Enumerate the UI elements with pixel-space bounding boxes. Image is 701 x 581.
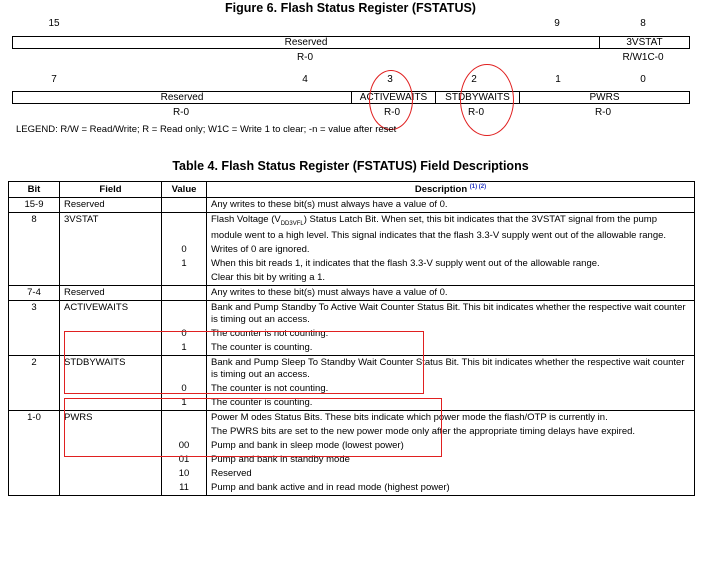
pwrs-field: PWRS — [519, 92, 689, 103]
table-header-row — [9, 182, 695, 198]
cell-description: Power M odes Status Bits. These bits indicate which power mode the flash/OTP is currently in. — [207, 410, 695, 425]
cell-value: 1 — [162, 396, 207, 411]
bit-number-0: 0 — [640, 74, 646, 85]
table-row — [9, 243, 695, 257]
cell-value: 01 — [162, 453, 207, 467]
cell-bit — [9, 257, 60, 271]
annotation-ellipse-bit2 — [460, 64, 514, 136]
cell-value — [162, 213, 207, 243]
cell-field: Reserved — [60, 285, 162, 300]
desc-subscript: DD3VFL — [280, 220, 304, 227]
stdbywaits-access: R-0 — [467, 107, 485, 118]
desc-text-post: ) Status Latch Bit. When set, this bit indicates that the 3VSTAT signal from the pump module went to a high level. This signal indicates that the flash 3.3-V supply went out of the allowable range. — [211, 214, 667, 241]
cell-description: The counter is not counting. — [207, 382, 695, 396]
table-row — [9, 285, 695, 300]
cell-field — [60, 271, 162, 286]
header-description — [207, 182, 695, 198]
cell-description: The counter is counting. — [207, 396, 695, 411]
header-description-footnotes: (1) (2) — [469, 183, 487, 190]
cell-field: 3VSTAT — [60, 213, 162, 243]
table-row — [9, 467, 695, 481]
cell-bit — [9, 396, 60, 411]
cell-value: 1 — [162, 257, 207, 271]
table-row — [9, 271, 695, 286]
stdbywaits-field: STDBYWAITS — [435, 92, 519, 103]
cell-bit — [9, 467, 60, 481]
header-value: Value — [162, 182, 207, 198]
vstat-access: R/W1C-0 — [622, 52, 664, 63]
cell-value — [162, 198, 207, 213]
cell-bit — [9, 271, 60, 286]
cell-value — [162, 285, 207, 300]
upper-reserved-field: Reserved — [284, 37, 328, 48]
cell-bit: 8 — [9, 213, 60, 243]
vstat-field: 3VSTAT — [599, 37, 689, 48]
cell-description: Pump and bank in standby mode — [207, 453, 695, 467]
cell-description: Clear this bit by writing a 1. — [207, 271, 695, 286]
activewaits-access: R-0 — [383, 107, 401, 118]
bit-number-4: 4 — [302, 74, 308, 85]
cell-bit — [9, 425, 60, 439]
cell-value — [162, 300, 207, 327]
activewaits-field: ACTIVEWAITS — [351, 92, 435, 103]
bit-number-7: 7 — [51, 74, 57, 85]
header-bit: Bit — [9, 182, 60, 198]
cell-bit — [9, 341, 60, 356]
cell-description: Pump and bank active and in read mode (highest power) — [207, 481, 695, 496]
cell-bit: 1-0 — [9, 410, 60, 425]
annotation-rect-stdbywaits — [64, 398, 442, 457]
cell-value: 00 — [162, 439, 207, 453]
header-field: Field — [60, 182, 162, 198]
cell-value: 11 — [162, 481, 207, 496]
cell-description: Pump and bank in sleep mode (lowest power) — [207, 439, 695, 453]
cell-value: 0 — [162, 243, 207, 257]
bit-number-9: 9 — [554, 18, 560, 29]
cell-bit: 7-4 — [9, 285, 60, 300]
cell-field — [60, 243, 162, 257]
cell-field: PWRS — [60, 410, 162, 425]
cell-field — [60, 257, 162, 271]
cell-bit: 15-9 — [9, 198, 60, 213]
cell-field: Reserved — [60, 198, 162, 213]
cell-bit — [9, 453, 60, 467]
cell-bit — [9, 243, 60, 257]
table-row — [9, 257, 695, 271]
cell-value: 1 — [162, 341, 207, 356]
table-row — [9, 300, 695, 327]
cell-description: Writes of 0 are ignored. — [207, 243, 695, 257]
cell-field — [60, 467, 162, 481]
cell-bit — [9, 439, 60, 453]
bit-number-8: 8 — [640, 18, 646, 29]
cell-value: 10 — [162, 467, 207, 481]
register-lower-row — [12, 91, 690, 104]
cell-description: The PWRS bits are set to the new power mode only after the appropriate timing delays have expired. — [207, 425, 695, 439]
table-title: Table 4. Flash Status Register (FSTATUS) Field Descriptions — [172, 159, 529, 173]
bit-number-2: 2 — [471, 74, 477, 85]
upper-reserved-access: R-0 — [296, 52, 314, 63]
cell-description: When this bit reads 1, it indicates that the flash 3.3-V supply went out of the allowable range. — [207, 257, 695, 271]
cell-bit: 2 — [9, 355, 60, 382]
cell-bit — [9, 327, 60, 341]
cell-description: Any writes to these bit(s) must always have a value of 0. — [207, 198, 695, 213]
legend-text: LEGEND: R/W = Read/Write; R = Read only; W1C = Write 1 to clear; -n = value after reset — [16, 124, 397, 135]
cell-description: Reserved — [207, 467, 695, 481]
cell-value: 0 — [162, 382, 207, 396]
cell-description: Bank and Pump Sleep To Standby Wait Counter Status Bit. This bit indicates whether the respective wait counter is timing out an access. — [207, 355, 695, 382]
cell-description: The counter is not counting. — [207, 327, 695, 341]
lower-reserved-field: Reserved — [160, 92, 204, 103]
cell-bit — [9, 382, 60, 396]
cell-value — [162, 271, 207, 286]
cell-description: The counter is counting. — [207, 341, 695, 356]
header-description-label: Description — [414, 184, 468, 196]
lower-reserved-access: R-0 — [172, 107, 190, 118]
pwrs-access: R-0 — [594, 107, 612, 118]
table-row — [9, 198, 695, 213]
cell-description: Bank and Pump Standby To Active Wait Counter Status Bit. This bit indicates whether the respective wait counter is timing out an access. — [207, 300, 695, 327]
cell-field: ACTIVEWAITS — [60, 300, 162, 327]
cell-field: STDBYWAITS — [60, 355, 162, 382]
cell-description: Any writes to these bit(s) must always have a value of 0. — [207, 285, 695, 300]
cell-field — [60, 481, 162, 496]
bit-number-15: 15 — [48, 18, 60, 29]
cell-bit: 3 — [9, 300, 60, 327]
figure-title: Figure 6. Flash Status Register (FSTATUS) — [225, 1, 476, 15]
cell-bit — [9, 481, 60, 496]
cell-value: 0 — [162, 327, 207, 341]
bit-number-3: 3 — [387, 74, 393, 85]
annotation-rect-activewaits — [64, 331, 424, 394]
register-upper-row — [12, 36, 690, 49]
table-row — [9, 213, 695, 243]
table-row — [9, 481, 695, 496]
cell-description — [207, 213, 695, 243]
annotation-ellipse-bit3 — [369, 70, 413, 130]
bit-number-1: 1 — [555, 74, 561, 85]
desc-text-pre: Flash Voltage (V — [211, 214, 281, 225]
